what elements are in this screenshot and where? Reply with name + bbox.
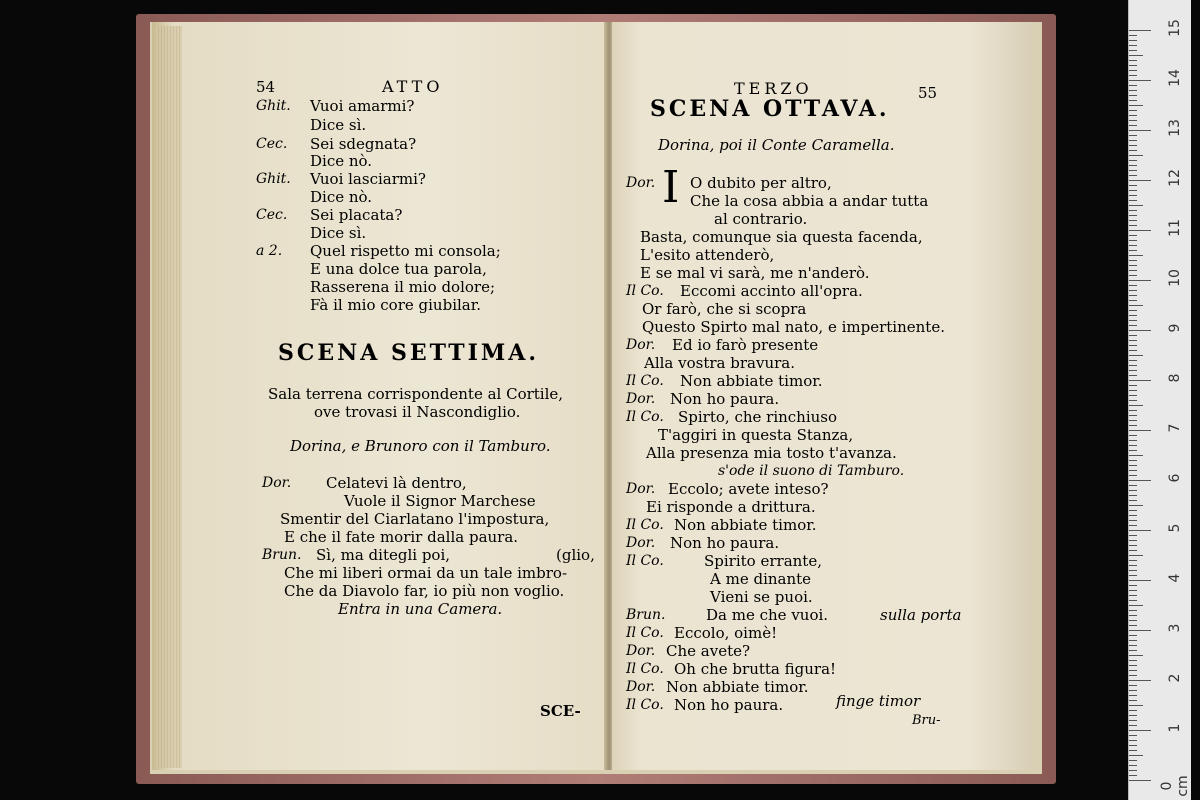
ruler-minor-tick	[1129, 170, 1137, 171]
ruler-minor-tick	[1129, 140, 1137, 141]
ruler-minor-tick	[1129, 175, 1137, 176]
measurement-ruler	[1128, 0, 1191, 800]
ruler-minor-tick	[1129, 405, 1143, 406]
ruler-minor-tick	[1129, 760, 1137, 761]
speaker: Il Co.	[626, 661, 664, 677]
left-running-head: ATTO	[382, 77, 444, 96]
verse-line: Alla vostra bravura.	[644, 354, 795, 372]
ruler-minor-tick	[1129, 770, 1137, 771]
ruler-minor-tick	[1129, 435, 1137, 436]
speaker: Il Co.	[626, 553, 664, 569]
turnover-word: (glio,	[556, 546, 595, 564]
speaker: Dor.	[626, 175, 656, 191]
speaker: Ghit.	[256, 171, 291, 187]
verse-line: Non ho paura.	[674, 696, 784, 714]
page-edges	[156, 26, 182, 768]
ruler-minor-tick	[1129, 710, 1137, 711]
verse-line: O dubito per altro,	[690, 174, 832, 192]
ruler-tick	[1129, 680, 1151, 681]
ruler-minor-tick	[1129, 505, 1143, 506]
ruler-label: 1	[1167, 723, 1183, 733]
ruler-minor-tick	[1129, 445, 1137, 446]
ruler-minor-tick	[1129, 715, 1137, 716]
speaker: Dor.	[262, 475, 292, 491]
ruler-minor-tick	[1129, 305, 1143, 306]
ruler-minor-tick	[1129, 135, 1137, 136]
ruler-minor-tick	[1129, 460, 1137, 461]
verse-line: Che mi liberi ormai da un tale imbro-	[284, 564, 568, 582]
ruler-minor-tick	[1129, 205, 1143, 206]
ruler-minor-tick	[1129, 675, 1137, 676]
verse-line: Dice nò.	[310, 188, 373, 206]
ruler-minor-tick	[1129, 50, 1137, 51]
ruler-tick	[1129, 730, 1151, 731]
ruler-minor-tick	[1129, 220, 1137, 221]
ruler-minor-tick	[1129, 185, 1137, 186]
verse-line: Non abbiate timor.	[674, 516, 817, 534]
ruler-label: 15	[1167, 19, 1183, 37]
ruler-minor-tick	[1129, 500, 1137, 501]
verse-line: Sì, ma ditegli poi,	[316, 546, 451, 564]
ruler-minor-tick	[1129, 195, 1137, 196]
ruler-minor-tick	[1129, 585, 1137, 586]
verse-line: Vuoi amarmi?	[310, 97, 415, 115]
ruler-minor-tick	[1129, 150, 1137, 151]
speaker: Dor.	[626, 337, 656, 353]
speaker: Il Co.	[626, 283, 664, 299]
speaker: Dor.	[626, 643, 656, 659]
ruler-minor-tick	[1129, 550, 1137, 551]
ruler-minor-tick	[1129, 235, 1137, 236]
ruler-label: 7	[1167, 423, 1183, 433]
speaker: Cec.	[256, 136, 288, 152]
verse-line: Or farò, che si scopra	[642, 300, 807, 318]
ruler-minor-tick	[1129, 375, 1137, 376]
ruler-tick	[1129, 780, 1151, 781]
ruler-minor-tick	[1129, 55, 1143, 56]
ruler-label: 3	[1167, 623, 1183, 633]
verse-line: Non ho paura.	[670, 390, 780, 408]
ruler-minor-tick	[1129, 160, 1137, 161]
ruler-minor-tick	[1129, 250, 1137, 251]
ruler-minor-tick	[1129, 475, 1137, 476]
ruler-minor-tick	[1129, 440, 1137, 441]
ruler-label: 4	[1167, 573, 1183, 583]
ruler-minor-tick	[1129, 420, 1137, 421]
ruler-minor-tick	[1129, 670, 1137, 671]
ruler-minor-tick	[1129, 40, 1137, 41]
ruler-minor-tick	[1129, 295, 1137, 296]
verse-line: al contrario.	[714, 210, 808, 228]
ruler-minor-tick	[1129, 450, 1137, 451]
verse-line: Questo Spirto mal nato, e impertinente.	[642, 318, 945, 336]
ruler-minor-tick	[1129, 650, 1137, 651]
ruler-minor-tick	[1129, 465, 1137, 466]
ruler-tick	[1129, 280, 1151, 281]
scene-title: SCENA OTTAVA.	[650, 96, 890, 122]
ruler-minor-tick	[1129, 350, 1137, 351]
ruler-minor-tick	[1129, 370, 1137, 371]
verse-line: Sei sdegnata?	[310, 135, 417, 153]
ruler-minor-tick	[1129, 520, 1137, 521]
scene-characters: Dorina, poi il Conte Caramella.	[658, 136, 895, 154]
ruler-minor-tick	[1129, 360, 1137, 361]
ruler-minor-tick	[1129, 540, 1137, 541]
ruler-label: 6	[1167, 473, 1183, 483]
stage-direction: finge timor	[836, 692, 921, 710]
ruler-minor-tick	[1129, 605, 1143, 606]
ruler-minor-tick	[1129, 365, 1137, 366]
ruler-minor-tick	[1129, 260, 1137, 261]
ruler-minor-tick	[1129, 665, 1137, 666]
ruler-minor-tick	[1129, 590, 1137, 591]
verse-line: Vuoi lasciarmi?	[310, 170, 426, 188]
verse-line: Non abbiate timor.	[680, 372, 823, 390]
ruler-minor-tick	[1129, 725, 1137, 726]
ruler-tick	[1129, 580, 1151, 581]
ruler-minor-tick	[1129, 765, 1137, 766]
verse-line: Vieni se puoi.	[710, 588, 813, 606]
ruler-minor-tick	[1129, 285, 1137, 286]
speaker: Dor.	[626, 679, 656, 695]
ruler-minor-tick	[1129, 390, 1137, 391]
ruler-minor-tick	[1129, 455, 1143, 456]
verse-line: E che il fate morir dalla paura.	[284, 528, 519, 546]
verse-line: T'aggiri in questa Stanza,	[658, 426, 854, 444]
ruler-label: 0 cm	[1159, 775, 1191, 797]
ruler-minor-tick	[1129, 120, 1137, 121]
ruler-minor-tick	[1129, 320, 1137, 321]
ruler-minor-tick	[1129, 490, 1137, 491]
verse-line: L'esito attenderò,	[640, 246, 775, 264]
catchword: SCE-	[540, 702, 581, 720]
ruler-minor-tick	[1129, 125, 1137, 126]
verse-line: Fà il mio core giubilar.	[310, 296, 482, 314]
ruler-minor-tick	[1129, 215, 1137, 216]
speaker: Brun.	[262, 547, 302, 563]
verse-line: Sei placata?	[310, 206, 403, 224]
ruler-minor-tick	[1129, 245, 1137, 246]
ruler-minor-tick	[1129, 45, 1137, 46]
ruler-minor-tick	[1129, 570, 1137, 571]
ruler-tick	[1129, 230, 1151, 231]
ruler-minor-tick	[1129, 640, 1137, 641]
ruler-minor-tick	[1129, 620, 1137, 621]
ruler-minor-tick	[1129, 600, 1137, 601]
ruler-minor-tick	[1129, 255, 1143, 256]
ruler-label: 2	[1167, 673, 1183, 683]
verse-line: Dice nò.	[310, 152, 373, 170]
scene-setting: Sala terrena corrispondente al Cortile,	[268, 385, 564, 403]
verse-line: Oh che brutta figura!	[674, 660, 837, 678]
verse-line: Spirto, che rinchiuso	[678, 408, 838, 426]
ruler-label: 8	[1167, 373, 1183, 383]
ruler-minor-tick	[1129, 690, 1137, 691]
verse-line: Non ho paura.	[670, 534, 780, 552]
ruler-minor-tick	[1129, 575, 1137, 576]
ruler-minor-tick	[1129, 115, 1137, 116]
speaker: Il Co.	[626, 373, 664, 389]
ruler-minor-tick	[1129, 355, 1143, 356]
ruler-tick	[1129, 30, 1151, 31]
verse-line: Che la cosa abbia a andar tutta	[690, 192, 929, 210]
ruler-minor-tick	[1129, 400, 1137, 401]
ruler-minor-tick	[1129, 775, 1137, 776]
ruler-minor-tick	[1129, 240, 1137, 241]
speaker: Il Co.	[626, 625, 664, 641]
verse-line: Eccolo; avete inteso?	[668, 480, 829, 498]
ruler-minor-tick	[1129, 415, 1137, 416]
ruler-minor-tick	[1129, 745, 1137, 746]
ruler-minor-tick	[1129, 200, 1137, 201]
verse-line: Dice sì.	[310, 224, 367, 242]
ruler-minor-tick	[1129, 155, 1143, 156]
ruler-minor-tick	[1129, 60, 1137, 61]
ruler-minor-tick	[1129, 65, 1137, 66]
ruler-tick	[1129, 380, 1151, 381]
stage-direction: s'ode il suono di Tamburo.	[718, 463, 905, 479]
ruler-minor-tick	[1129, 625, 1137, 626]
ruler-minor-tick	[1129, 395, 1137, 396]
speaker: Ghit.	[256, 98, 291, 114]
verse-line: Non abbiate timor.	[666, 678, 809, 696]
ruler-minor-tick	[1129, 545, 1137, 546]
verse-line: Rasserena il mio dolore;	[310, 278, 496, 296]
speaker: Dor.	[626, 391, 656, 407]
ruler-minor-tick	[1129, 635, 1137, 636]
verse-line: Alla presenza mia tosto t'avanza.	[646, 444, 897, 462]
speaker: Dor.	[626, 481, 656, 497]
speaker: Il Co.	[626, 517, 664, 533]
ruler-minor-tick	[1129, 225, 1137, 226]
verse-line: Spirito errante,	[704, 552, 822, 570]
ruler-minor-tick	[1129, 595, 1137, 596]
verse-line: Eccolo, oimè!	[674, 624, 778, 642]
ruler-label: 10	[1167, 269, 1183, 287]
ruler-minor-tick	[1129, 615, 1137, 616]
ruler-tick	[1129, 180, 1151, 181]
verse-line: E una dolce tua parola,	[310, 260, 487, 278]
ruler-tick	[1129, 630, 1151, 631]
scene-setting: ove trovasi il Nascondiglio.	[314, 403, 521, 421]
verse-line: Celatevi là dentro,	[326, 474, 467, 492]
speaker: Il Co.	[626, 409, 664, 425]
ruler-tick	[1129, 80, 1151, 81]
verse-line: A me dinante	[710, 570, 812, 588]
ruler-minor-tick	[1129, 425, 1137, 426]
speaker: a 2.	[256, 243, 283, 259]
verse-line: Da me che vuoi.	[706, 606, 829, 624]
ruler-minor-tick	[1129, 100, 1137, 101]
speaker: Dor.	[626, 535, 656, 551]
ruler-minor-tick	[1129, 75, 1137, 76]
ruler-minor-tick	[1129, 310, 1137, 311]
scene-characters: Dorina, e Brunoro con il Tamburo.	[290, 437, 551, 455]
ruler-minor-tick	[1129, 750, 1137, 751]
ruler-minor-tick	[1129, 190, 1137, 191]
ruler-minor-tick	[1129, 495, 1137, 496]
ruler-minor-tick	[1129, 685, 1137, 686]
ruler-tick	[1129, 430, 1151, 431]
ruler-label: 5	[1167, 523, 1183, 533]
ruler-label: 14	[1167, 69, 1183, 87]
drop-cap: I	[662, 162, 680, 213]
ruler-minor-tick	[1129, 335, 1137, 336]
ruler-minor-tick	[1129, 210, 1137, 211]
ruler-minor-tick	[1129, 470, 1137, 471]
scene-title: SCENA SETTIMA.	[278, 340, 539, 366]
ruler-minor-tick	[1129, 560, 1137, 561]
ruler-minor-tick	[1129, 410, 1137, 411]
ruler-tick	[1129, 130, 1151, 131]
verse-line: Ed io farò presente	[672, 336, 819, 354]
speaker: Il Co.	[626, 697, 664, 713]
ruler-minor-tick	[1129, 700, 1137, 701]
ruler-minor-tick	[1129, 510, 1137, 511]
verse-line: Che avete?	[666, 642, 751, 660]
ruler-minor-tick	[1129, 610, 1137, 611]
ruler-label: 9	[1167, 323, 1183, 333]
catchword: Bru-	[912, 713, 941, 728]
right-running-head: TERZO	[734, 79, 813, 98]
ruler-minor-tick	[1129, 645, 1137, 646]
ruler-minor-tick	[1129, 485, 1137, 486]
ruler-minor-tick	[1129, 535, 1137, 536]
right-page-number: 55	[918, 84, 938, 102]
ruler-minor-tick	[1129, 290, 1137, 291]
ruler-minor-tick	[1129, 740, 1137, 741]
ruler-minor-tick	[1129, 110, 1137, 111]
ruler-minor-tick	[1129, 385, 1137, 386]
ruler-minor-tick	[1129, 345, 1137, 346]
ruler-minor-tick	[1129, 95, 1137, 96]
ruler-minor-tick	[1129, 340, 1137, 341]
ruler-minor-tick	[1129, 655, 1143, 656]
ruler-minor-tick	[1129, 705, 1143, 706]
ruler-label: 12	[1167, 169, 1183, 187]
verse-line: Vuole il Signor Marchese	[344, 492, 536, 510]
ruler-minor-tick	[1129, 735, 1137, 736]
ruler-label: 11	[1167, 219, 1183, 237]
speaker: Brun.	[626, 607, 666, 623]
verse-line: Eccomi accinto all'opra.	[680, 282, 863, 300]
ruler-minor-tick	[1129, 515, 1137, 516]
verse-line: E se mal vi sarà, me n'anderò.	[640, 264, 870, 282]
ruler-minor-tick	[1129, 270, 1137, 271]
ruler-minor-tick	[1129, 275, 1137, 276]
speaker: Cec.	[256, 207, 288, 223]
ruler-minor-tick	[1129, 265, 1137, 266]
ruler-minor-tick	[1129, 555, 1143, 556]
ruler-minor-tick	[1129, 105, 1143, 106]
ruler-minor-tick	[1129, 300, 1137, 301]
verse-line: Quel rispetto mi consola;	[310, 242, 501, 260]
ruler-minor-tick	[1129, 70, 1137, 71]
ruler-minor-tick	[1129, 720, 1137, 721]
ruler-minor-tick	[1129, 85, 1137, 86]
ruler-minor-tick	[1129, 695, 1137, 696]
verse-line: Basta, comunque sia questa facenda,	[640, 228, 923, 246]
ruler-label: 13	[1167, 119, 1183, 137]
ruler-minor-tick	[1129, 525, 1137, 526]
left-page-number: 54	[256, 78, 276, 96]
stage-direction: sulla porta	[880, 606, 962, 624]
ruler-minor-tick	[1129, 565, 1137, 566]
ruler-minor-tick	[1129, 325, 1137, 326]
verse-line: Smentir del Ciarlatano l'impostura,	[280, 510, 550, 528]
verse-line: Che da Diavolo far, io più non voglio.	[284, 582, 565, 600]
ruler-minor-tick	[1129, 35, 1137, 36]
ruler-tick	[1129, 330, 1151, 331]
ruler-minor-tick	[1129, 145, 1137, 146]
ruler-minor-tick	[1129, 315, 1137, 316]
ruler-tick	[1129, 480, 1151, 481]
ruler-minor-tick	[1129, 660, 1137, 661]
verse-line: Dice sì.	[310, 116, 367, 134]
ruler-minor-tick	[1129, 165, 1137, 166]
ruler-tick	[1129, 530, 1151, 531]
ruler-minor-tick	[1129, 90, 1137, 91]
verse-line: Ei risponde a drittura.	[646, 498, 816, 516]
ruler-minor-tick	[1129, 755, 1143, 756]
stage-direction: Entra in una Camera.	[338, 600, 503, 618]
